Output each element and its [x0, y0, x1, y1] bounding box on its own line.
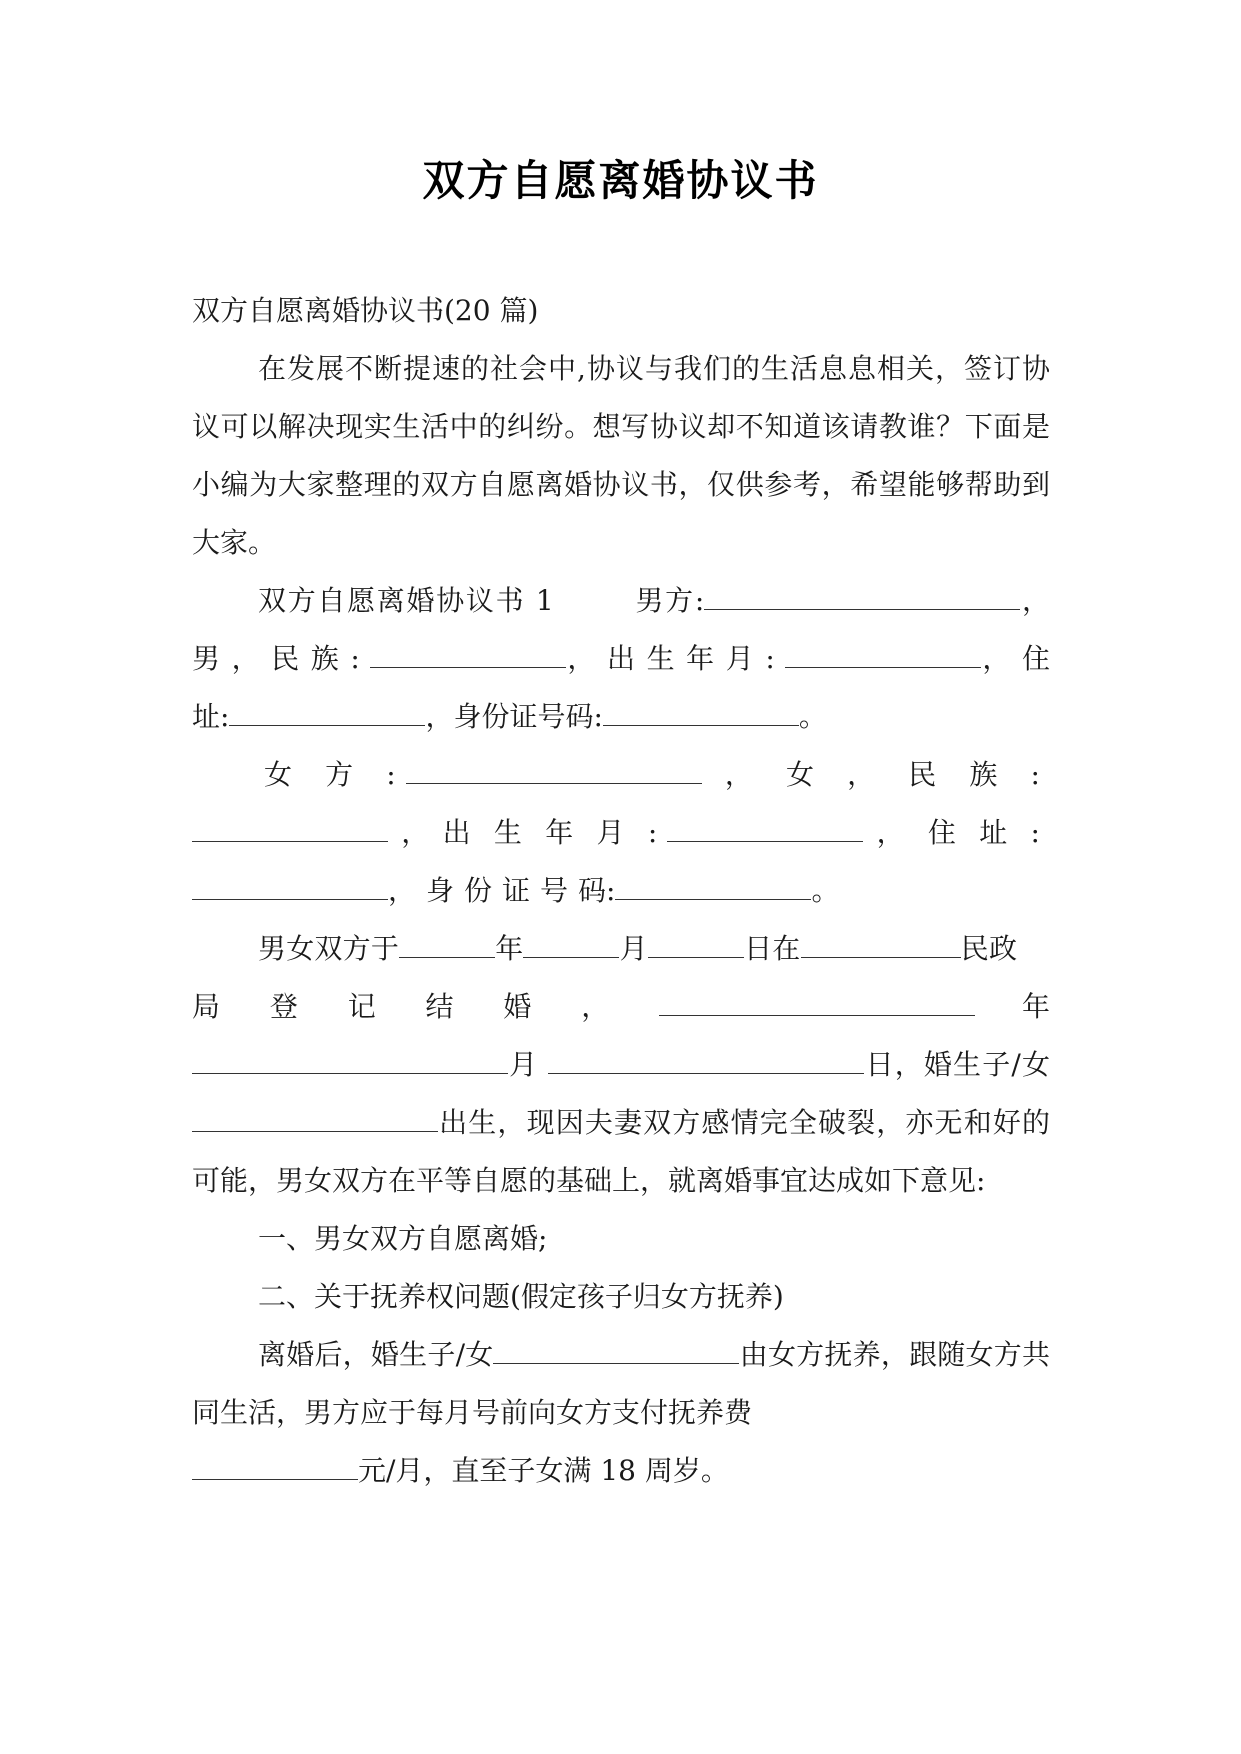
child-birth-month-blank[interactable]: [192, 1047, 508, 1074]
bureau-blank[interactable]: [801, 931, 961, 958]
male-ethnicity-blank[interactable]: [370, 641, 566, 668]
ethnicity-label: 民族:: [271, 642, 370, 675]
document-body: [192, 282, 1050, 1500]
section-heading: 双方自愿离婚协议书 1: [258, 584, 554, 617]
female-id-blank[interactable]: [615, 873, 811, 900]
child-birth-day-blank[interactable]: [548, 1047, 864, 1074]
male-party-paragraph: 双方自愿离婚协议书 1 男方: ，男，民族: ，出生年月: ，住址: ，身份证号码: 。: [192, 584, 1050, 733]
custody-child-blank[interactable]: [493, 1337, 739, 1364]
marriage-month-blank[interactable]: [523, 931, 619, 958]
child-birth-year-blank[interactable]: [659, 989, 975, 1016]
female-name-blank[interactable]: [406, 757, 702, 784]
female-gender: 女，: [786, 758, 909, 791]
female-label: 女方:: [264, 758, 406, 791]
marriage-paragraph: 男女双方于 年 月 日在 民政局登记结婚， 年月 日，婚生子/女出生，现因夫妻双方感情完全破裂，亦无和好的可能，男女双方在平等自愿的基础上，就离婚事宜达成如下意见:: [192, 932, 1050, 1197]
female-birth-blank[interactable]: [667, 815, 863, 842]
male-birth-blank[interactable]: [785, 641, 981, 668]
id-label: 身份证号码:: [453, 700, 603, 733]
support-fee-blank[interactable]: [192, 1453, 358, 1480]
marriage-day-blank[interactable]: [648, 931, 744, 958]
child-name-blank[interactable]: [192, 1105, 438, 1132]
address-label: 住址:: [192, 642, 1050, 733]
marriage-year-blank[interactable]: [399, 931, 495, 958]
female-ethnicity-blank[interactable]: [192, 815, 388, 842]
intro-paragraph: 在发展不断提速的社会中,协议与我们的生活息息相关，签订协议可以解决现实生活中的纠纷。想写协议却不知道该请教谁？下面是小编为大家整理的双方自愿离婚协议书，仅供参考，希望能够帮助到大家。: [192, 352, 1050, 559]
custody-paragraph: 离婚后，婚生子/女 由女方抚养，跟随女方共同生活，男方应于每月号前向女方支付抚养费 元/月，直至子女满 18 周岁。: [192, 1338, 1050, 1487]
male-label: 男方:: [633, 584, 705, 617]
birth-label: 出生年月:: [607, 642, 785, 675]
document-title: 双方自愿离婚协议书: [422, 156, 819, 205]
male-id-blank[interactable]: [603, 699, 799, 726]
female-address-blank[interactable]: [192, 873, 388, 900]
subtitle: 双方自愿离婚协议书(20 篇): [192, 294, 539, 327]
male-gender: 男，: [192, 642, 272, 675]
female-party-paragraph: 女方: ，女，民族:，出生年月: ，住址:，身份证号码: 。: [192, 746, 1050, 920]
male-address-blank[interactable]: [229, 699, 425, 726]
item-1: 一、男女双方自愿离婚;: [258, 1222, 548, 1255]
male-name-blank[interactable]: [704, 583, 1020, 610]
item-2: 二、关于抚养权问题(假定孩子归女方抚养): [258, 1280, 784, 1313]
